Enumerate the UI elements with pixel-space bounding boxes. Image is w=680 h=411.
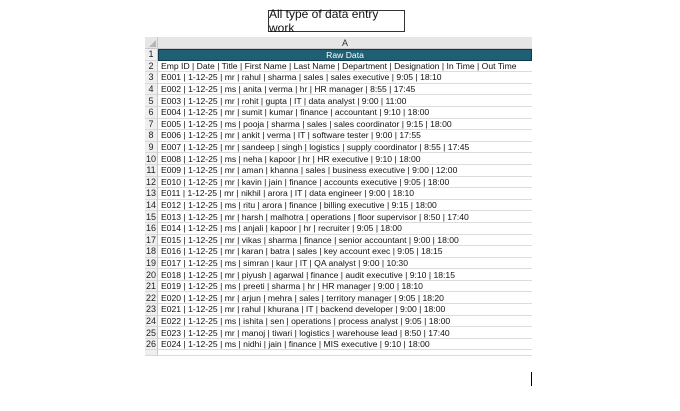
table-row <box>145 327 532 339</box>
row-number[interactable]: 11 <box>145 165 158 177</box>
table-row <box>145 235 532 247</box>
select-all-button[interactable] <box>145 37 158 49</box>
row-number[interactable]: 14 <box>145 200 156 211</box>
data-cell[interactable]: E012 | 1-12-25 | ms | ritu | arora | finance | billing executive | 9:15 | 18:00 <box>158 200 532 212</box>
row-number[interactable]: 25 <box>145 327 156 338</box>
table-row <box>145 292 532 304</box>
data-cell[interactable]: E010 | 1-12-25 | mr | kavin | jain | finance | accounts executive | 9:05 | 18:00 <box>158 177 532 189</box>
select-all-triangle-icon <box>149 40 156 47</box>
row-number[interactable]: 3 <box>145 72 158 84</box>
table-row <box>145 269 532 281</box>
data-cell[interactable]: E013 | 1-12-25 | mr | harsh | malhotra | operations | floor supervisor | 8:50 | 17:40 <box>158 211 532 223</box>
row-number[interactable]: 1 <box>145 49 158 61</box>
data-cell[interactable]: E002 | 1-12-25 | ms | anita | verma | hr | HR manager | 8:55 | 17:45 <box>158 84 532 96</box>
table-row <box>145 211 532 223</box>
data-cell[interactable]: E014 | 1-12-25 | ms | anjali | kapoor | hr | recruiter | 9:05 | 18:00 <box>158 223 532 235</box>
data-cell[interactable]: E020 | 1-12-25 | mr | arjun | mehra | sales | territory manager | 9:05 | 18:20 <box>158 292 532 304</box>
row-number[interactable]: 18 <box>145 246 156 257</box>
row-number[interactable]: 8 <box>145 130 158 142</box>
table-row <box>145 72 532 84</box>
row-number[interactable]: 22 <box>145 292 156 303</box>
data-cell[interactable]: E008 | 1-12-25 | ms | neha | kapoor | hr | HR executive | 9:10 | 18:00 <box>158 153 532 165</box>
data-cell[interactable]: E016 | 1-12-25 | mr | karan | batra | sales | key account exec | 9:05 | 18:15 <box>158 246 532 258</box>
row-number[interactable]: 2 <box>145 61 158 73</box>
data-cell[interactable]: E004 | 1-12-25 | mr | sumit | kumar | finance | accountant | 9:10 | 18:00 <box>158 107 532 119</box>
data-cell[interactable]: E015 | 1-12-25 | mr | vikas | sharma | finance | senior accountant | 9:00 | 18:00 <box>158 235 532 247</box>
data-cell[interactable]: E021 | 1-12-25 | mr | rahul | khurana | IT | backend developer | 9:00 | 18:00 <box>158 304 532 316</box>
row-number[interactable]: 5 <box>145 95 158 107</box>
table-row <box>145 246 532 258</box>
table-row-partial <box>145 350 532 356</box>
column-header-row <box>145 37 532 49</box>
row-number[interactable] <box>145 350 158 356</box>
row-number[interactable]: 24 <box>145 315 156 326</box>
row-number[interactable]: 10 <box>145 153 156 164</box>
row-number[interactable]: 13 <box>145 188 156 199</box>
table-row <box>145 223 532 235</box>
row-number[interactable]: 12 <box>145 176 156 187</box>
table-row <box>145 142 532 154</box>
row-number[interactable]: 19 <box>145 257 156 268</box>
table-row <box>145 188 532 200</box>
table-row <box>145 304 532 316</box>
table-row <box>145 281 532 293</box>
data-cell[interactable]: E006 | 1-12-25 | mr | ankit | verma | IT | software tester | 9:00 | 17:55 <box>158 130 532 142</box>
column-header-a[interactable]: A <box>158 37 532 49</box>
header-cell[interactable]: Raw Data <box>158 49 532 61</box>
spreadsheet-grid <box>145 37 532 385</box>
row-number[interactable]: 9 <box>145 142 158 154</box>
table-row <box>145 339 532 351</box>
row-number[interactable]: 17 <box>145 234 156 245</box>
table-row <box>145 200 532 212</box>
row-number[interactable]: 15 <box>145 211 156 222</box>
table-row <box>145 153 532 165</box>
data-cell[interactable]: E018 | 1-12-25 | mr | piyush | agarwal | finance | audit executive | 9:10 | 18:15 <box>158 269 532 281</box>
data-cell[interactable]: E003 | 1-12-25 | mr | rohit | gupta | IT | data analyst | 9:00 | 11:00 <box>158 95 532 107</box>
row-number[interactable]: 16 <box>145 223 156 234</box>
table-row <box>145 177 532 189</box>
row-number[interactable]: 6 <box>145 107 158 119</box>
row-number[interactable]: 20 <box>145 269 156 280</box>
row-number[interactable]: 21 <box>145 281 156 292</box>
table-row <box>145 165 532 177</box>
data-cell[interactable]: E022 | 1-12-25 | ms | ishita | sen | operations | process analyst | 9:05 | 18:00 <box>158 316 532 328</box>
text-cursor <box>531 372 532 386</box>
table-row <box>145 95 532 107</box>
table-row <box>145 84 532 96</box>
page-title: All type of data entry work <box>268 10 405 32</box>
row-number[interactable]: 23 <box>145 304 156 315</box>
data-rows <box>145 61 532 351</box>
table-row <box>145 258 532 270</box>
row-number[interactable]: 26 <box>145 339 156 350</box>
data-cell[interactable]: E005 | 1-12-25 | ms | pooja | sharma | sales | sales coordinator | 9:15 | 18:00 <box>158 119 532 131</box>
data-cell[interactable]: E007 | 1-12-25 | mr | sandeep | singh | logistics | supply coordinator | 8:55 | 17:45 <box>158 142 532 154</box>
data-cell[interactable]: E011 | 1-12-25 | mr | nikhil | arora | IT | data engineer | 9:00 | 18:10 <box>158 188 532 200</box>
table-row <box>145 119 532 131</box>
table-row <box>145 107 532 119</box>
data-cell[interactable]: E024 | 1-12-25 | ms | nidhi | jain | finance | MIS executive | 9:10 | 18:00 <box>158 339 532 351</box>
data-cell[interactable]: E001 | 1-12-25 | mr | rahul | sharma | sales | sales executive | 9:05 | 18:10 <box>158 72 532 84</box>
table-row <box>145 316 532 328</box>
row-number[interactable]: 4 <box>145 84 158 96</box>
table-row <box>145 130 532 142</box>
table-row <box>145 61 532 73</box>
data-cell[interactable]: E017 | 1-12-25 | ms | simran | kaur | IT | QA analyst | 9:00 | 10:30 <box>158 258 532 270</box>
data-cell[interactable] <box>158 350 532 356</box>
data-cell[interactable]: E019 | 1-12-25 | ms | preeti | sharma | hr | HR manager | 9:00 | 18:10 <box>158 281 532 293</box>
table-header-row <box>145 49 532 61</box>
data-cell[interactable]: Emp ID | Date | Title | First Name | Last Name | Department | Designation | In Time | Out Time <box>158 61 532 73</box>
row-number[interactable]: 7 <box>145 119 158 131</box>
data-cell[interactable]: E023 | 1-12-25 | mr | manoj | tiwari | logistics | warehouse lead | 8:50 | 17:40 <box>158 327 532 339</box>
data-cell[interactable]: E009 | 1-12-25 | mr | aman | khanna | sales | business executive | 9:00 | 12:00 <box>158 165 532 177</box>
